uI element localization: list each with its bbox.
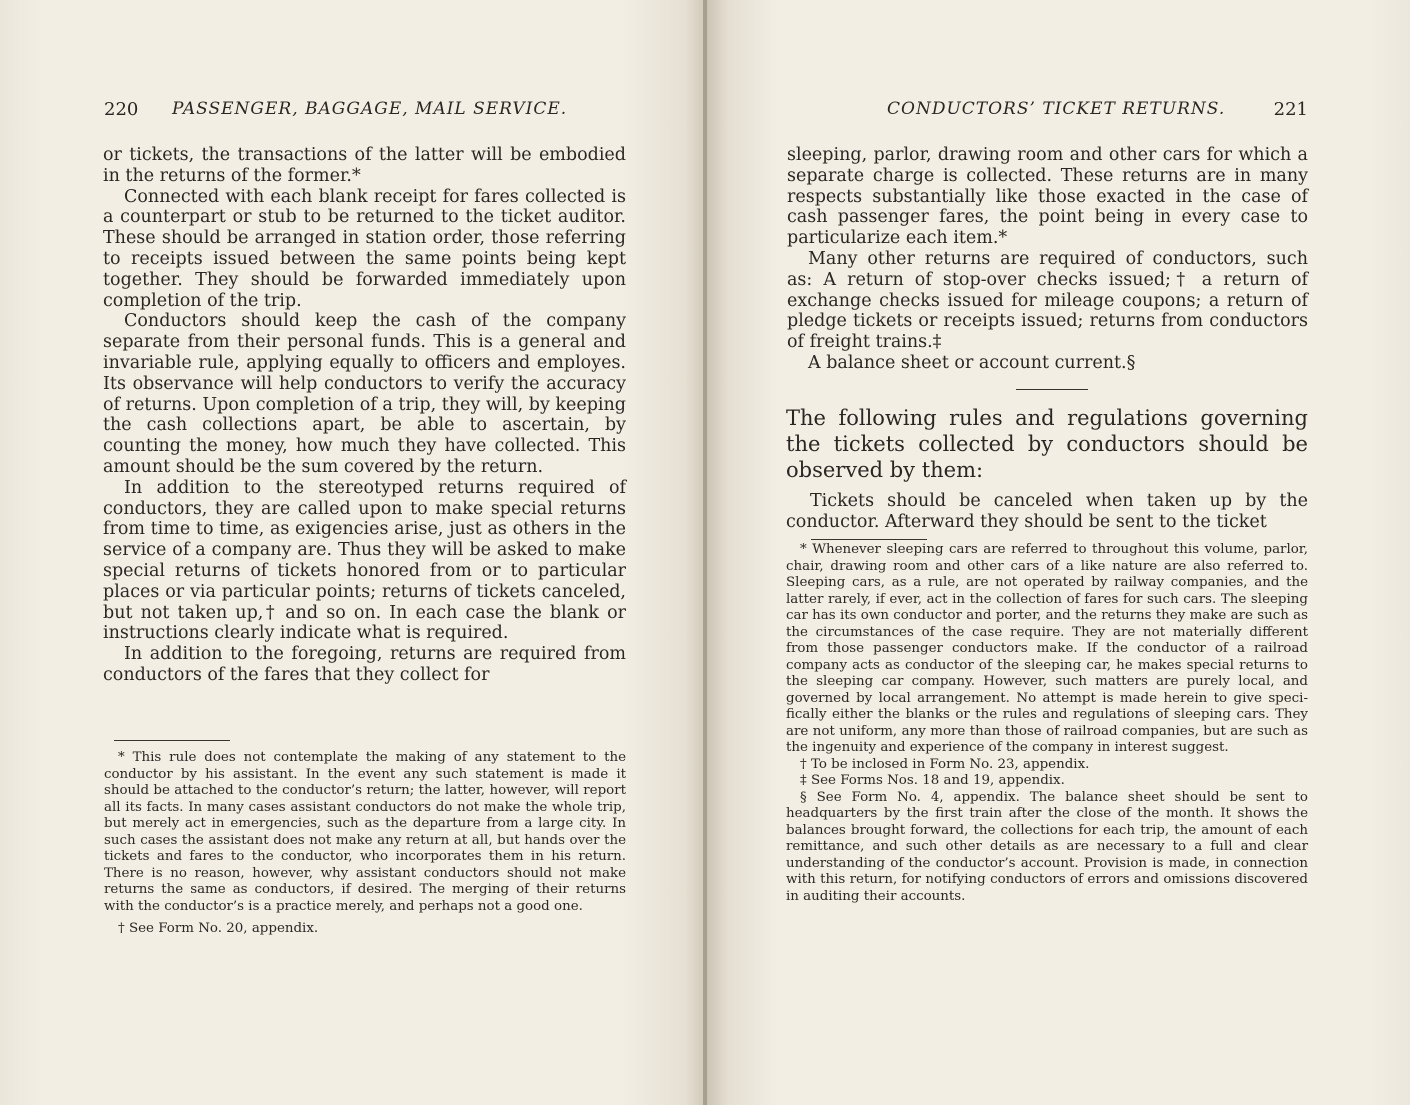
left-body-text: [103, 145, 626, 686]
footnote: ‡ See Forms Nos. 18 and 19, appendix.: [800, 773, 1065, 788]
paragraph: Connected with each blank receipt for fares collected is a counterpart or stub to be returned to the ticket auditor. These should be arranged in station order, those referring to receipts issued between the same points being kept together. They should be forwarded immediately upon completion of the trip.: [103, 186, 626, 311]
paragraph: Many other returns are required of conductors, such as: A return of stop-over checks issued;† a return of exchange checks issued for mileage coupons; a return of pledge tickets or receipts issued; returns from conductors of freight trains.‡: [787, 248, 1308, 353]
left-page-header: [104, 99, 626, 123]
book-gutter: [703, 0, 707, 1105]
footnote: * This rule does not contemplate the making of any statement to the conductor by his assistant. In the event any such statement is made it should be attached to the conductor’s return; the latter, however, will report all its facts. In many cases assistant conductors do not make the whole trip, but merely act in emergencies, such as the departure from a large city. In such cases the assistant does not make any return at all, but hands over the tickets and fares to the conductor, who incorporates them in his return. There is no reason, however, why assistant conductors should not make returns the same as conductors, if desired. The merging of their returns with the conductor’s is a practice merely, and perhaps not a good one.: [104, 750, 626, 914]
paragraph: Tickets should be canceled when taken up by the conductor. Afterward they should be sent to the ticket: [786, 491, 1308, 532]
paragraph: In addition to the stereotyped returns required of conductors, they are called upon to make special returns from time to time, as exigencies arise, just as others in the service of a company are. Thus they will be asked to make special returns of tickets honored from or to particular places or via particular points; returns of tickets canceled, but not taken up,† and so on. In each case the blank or instructions clearly indicate what is required.: [103, 477, 626, 644]
footnote: * Whenever sleeping cars are referred to throughout this volume, parlor, chair, drawing room and other cars of a like nature are also referred to. Sleeping cars, as a rule, are not operated by railway companies, and the latter rarely, if ever, act in the collection of fares for such cars. The sleeping car has its own conductor and porter, and the returns they make are such as the circumstances of the case require. They are not materially different from those passenger conductors make. If the conductor of a railroad company acts as conductor of the sleeping car, he makes special returns to the sleeping car company. However, such matters are purely local, and governed by local arrangement. No attempt is made herein to give specifically either the blanks or the rules and regulations of sleeping cars. They are not uniform, any more than those of railroad companies, but are such as the ingenuity and experience of the company in interest suggest.: [786, 542, 1308, 755]
footnote: † See Form No. 20, appendix.: [118, 921, 319, 936]
left-footnotes: [104, 750, 626, 938]
footnote: † To be inclosed in Form No. 23, appendix.: [800, 756, 1090, 772]
right-page: [706, 0, 1410, 1105]
footnote-divider: [114, 740, 230, 741]
paragraph: sleeping, parlor, drawing room and other cars for which a separate charge is collected. These returns are in many respects substantially like those exacted in the case of cash passenger fares, the point being in every case to particularize each item.*: [787, 145, 1308, 249]
right-page-header: [786, 99, 1308, 123]
paragraph: Conductors should keep the cash of the company separate from their personal funds. This is a general and invariable rule, applying equally to officers and employes. Its observance will help conductors to verify the accuracy of returns. Upon completion of a trip, they will, by keeping the cash collections apart, be able to ascertain, by counting the money, how much they have collected. This amount should be the sum covered by the return.: [103, 311, 626, 477]
page-number: 221: [1273, 99, 1308, 120]
paragraph: In addition to the foregoing, returns are required from conductors of the fares that they collect for: [103, 644, 626, 685]
right-footnotes: [786, 542, 1308, 905]
right-body-text: [787, 145, 1308, 374]
paragraph: A balance sheet or account current.§: [808, 352, 1136, 373]
running-head: PASSENGER, BAGGAGE, MAIL SERVICE.: [172, 99, 568, 119]
footnote-divider: [811, 539, 927, 540]
rules-body: [786, 491, 1308, 533]
page-number: 220: [104, 99, 139, 120]
rules-heading: The following rules and regulations governing the tickets collected by conductors should be observed by them:: [786, 406, 1308, 482]
paragraph: or tickets, the transactions of the latter will be embodied in the returns of the former.*: [103, 145, 626, 186]
running-head: CONDUCTORS’ TICKET RETURNS.: [887, 99, 1226, 119]
footnote: § See Form No. 4, appendix. The balance sheet should be sent to headquarters by the first train after the close of the month. It shows the balances brought forward, the collections for each trip, the amount of each remittance, and such other details as are necessary to a full and clear understanding of the conductor’s account. Provision is made, in connection with this return, for notifying conductors of errors and omissions discovered in auditing their accounts.: [786, 789, 1308, 904]
section-divider: [1016, 389, 1088, 390]
